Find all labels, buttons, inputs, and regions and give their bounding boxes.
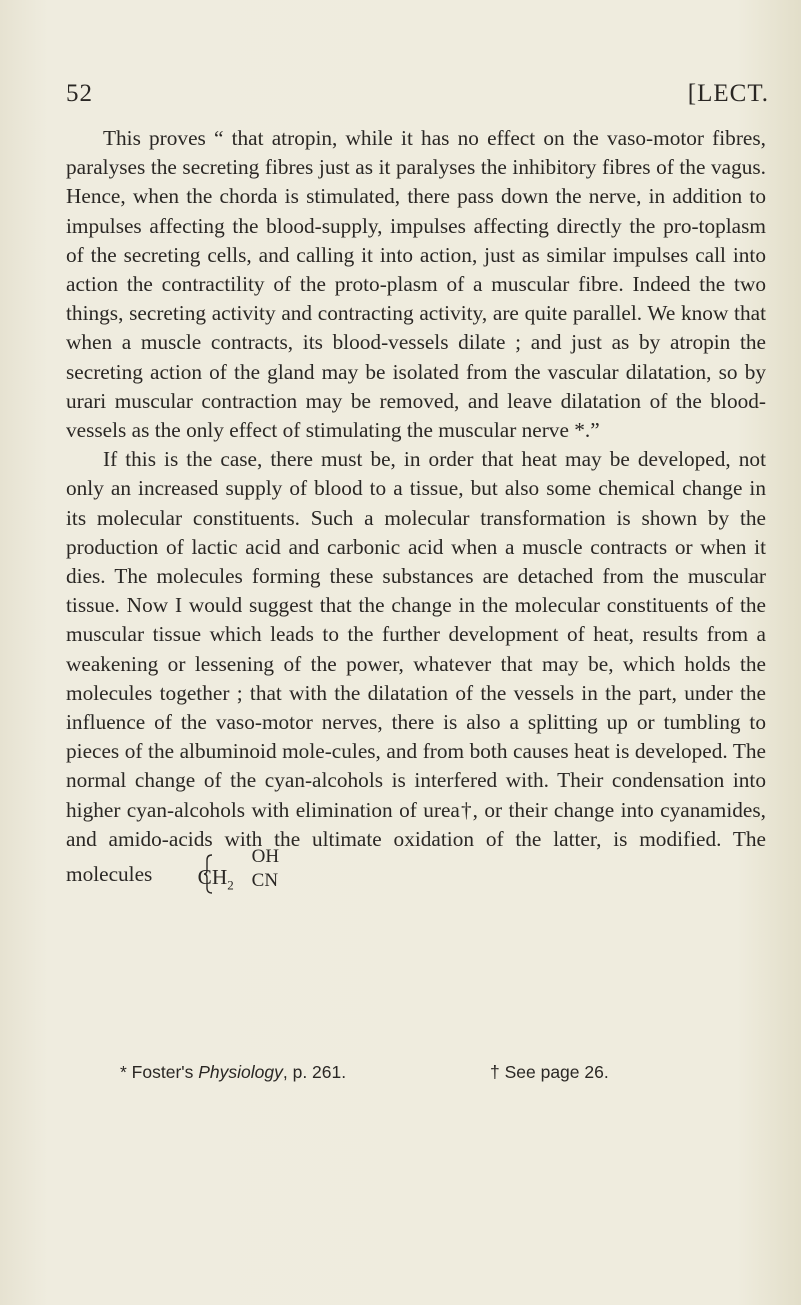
section-label: [LECT. <box>687 80 769 107</box>
formula-top: OH <box>251 846 280 868</box>
running-header <box>66 80 769 114</box>
paragraph-quote: This proves “ that atropin, while it has no effect on the vaso-motor fibres, paralyses the secreting fibres just as it paralyses the inhibitory fibres of the vagus. Hence, when the chorda is stimulated, there pass down the nerve, in addition to impulses affecting the blood-supply, impulses affecting directly the pro-toplasm of the secreting cells, and calling it into action, just as similar impulses call into action the contractility of the proto-plasm of a muscular fibre. Indeed the two things, secreting activity and contracting activity, are quite parallel. We know that when a muscle contracts, its blood-vessels dilate ; and just as by atropin the secreting action of the gland may be isolated from the vascular dilatation, so by urari muscular contraction may be removed, and leave dilatation of the blood-vessels as the only effect of stimulating the muscular nerve *.” <box>66 126 766 443</box>
curly-brace-icon <box>203 854 213 894</box>
formula-base: $CH_2$ <box>197 865 234 893</box>
footnote-book-title: Physiology <box>198 1062 283 1082</box>
footnote-dagger: † See page 26. <box>490 1062 609 1082</box>
chemical-formula <box>161 846 280 898</box>
footnote-star: * Foster's Physiology, p. 261. <box>120 1062 347 1082</box>
page-number: 52 <box>66 80 93 107</box>
formula-subscript: 2 <box>227 877 234 893</box>
paragraph-heat <box>66 445 766 898</box>
formula-bottom: CN <box>251 870 279 892</box>
paragraph-heat-text: If this is the case, there must be, in order that heat may be developed, not only an increased supply of blood to a tissue, but also some chemical change in its molecular constituents. Such a molecular transformation is shown by the production of lactic acid and carbonic acid when a muscle contracts or when it dies. The molecules forming these substances are detached from the muscular tissue. Now I would suggest that the change in the molecular constituents of the muscular tissue which leads to the further development of heat, results from a weakening or lessening of the power, whatever that may be, which holds the molecules together ; that with the dilatation of the vessels in the part, under the influence of the vaso-motor nerves, there is also a splitting up or tumbling to pieces of the albuminoid mole-cules, and from both causes heat is developed. The normal change of the cyan-alcohols is interfered with. Their condensation into higher cyan-alcohols with elimination of urea†, or their change into cyanamides, and amido-acids with the ultimate oxidation of the latter, is modified. The molecules <box>66 447 766 886</box>
body-text <box>66 124 766 898</box>
